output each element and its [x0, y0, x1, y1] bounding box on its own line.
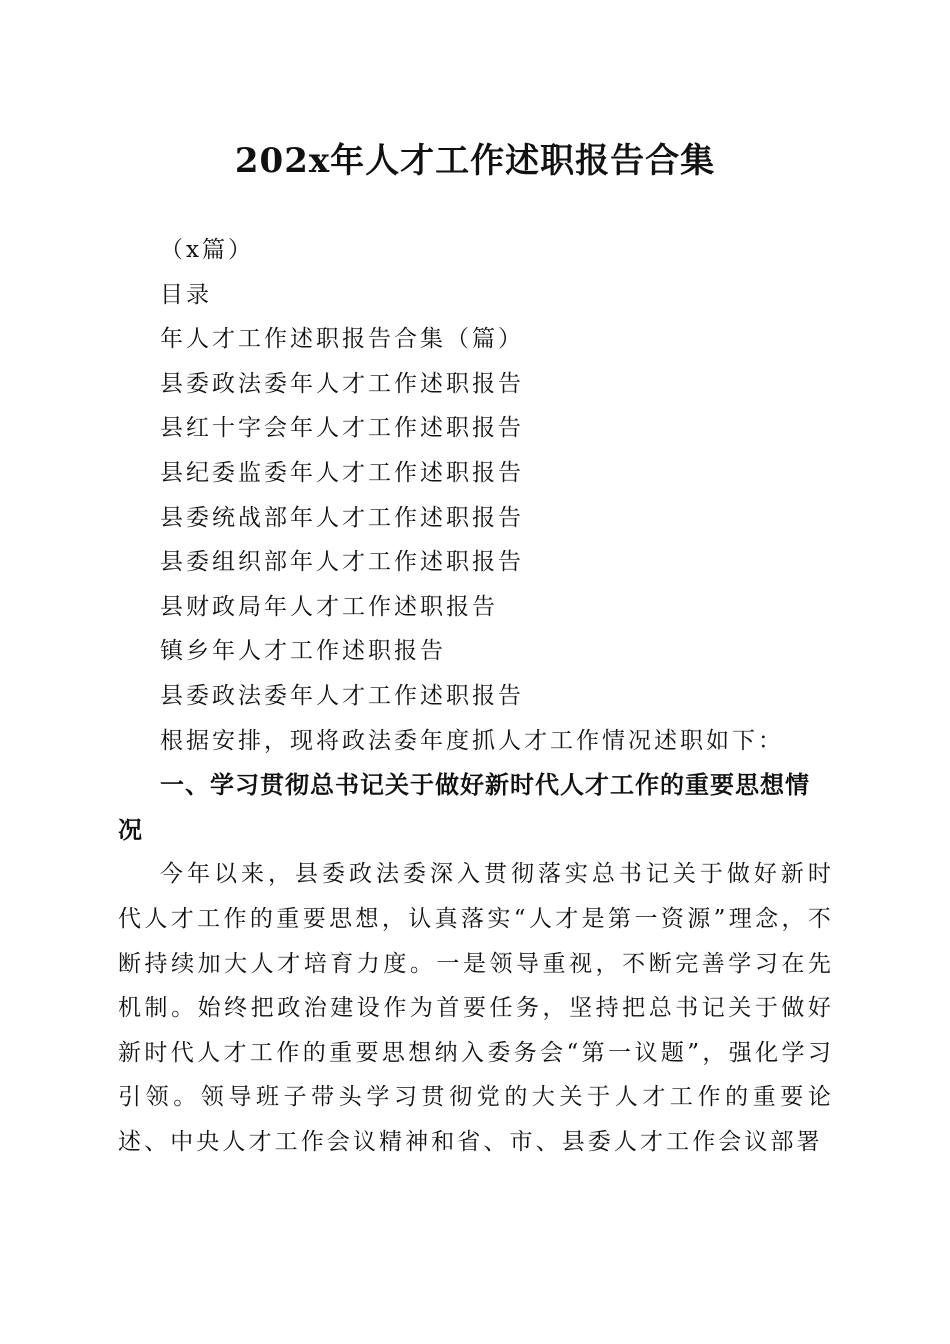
toc-label: 目录: [160, 281, 212, 308]
document-subtitle: （x篇）: [160, 237, 254, 263]
toc-item: 县委政法委年人才工作述职报告: [160, 370, 524, 397]
section-heading: 一、学习贯彻总书记关于做好新时代人才工作的重要思想情况: [118, 771, 810, 844]
toc-item: 年人才工作述职报告合集（篇）: [160, 326, 524, 353]
toc-item: 县委组织部年人才工作述职报告: [160, 549, 524, 576]
body-paragraph: 今年以来，县委政法委深入贯彻落实总书记关于做好新时代人才工作的重要思想，认真落实“人才是第一资源”理念，不断持续加大人才培育力度。一是领导重视，不断完善学习在先机制。始终把政治建设作为首要任务，坚持把总书记关于做好新时代人才工作的重要思想纳入委务会“第一议题”，强化学习引领。领导班子带头学习贯彻党的大关于人才工作的重要论述、中央人才工作会议精神和省、市、县委人才工作会议部署: [118, 861, 834, 1155]
intro-paragraph: 根据安排，现将政法委年度抓人才工作情况述职如下：: [160, 727, 784, 754]
toc-item: 县纪委监委年人才工作述职报告: [160, 459, 524, 486]
document-title: 202x年人才工作述职报告合集: [234, 141, 716, 181]
toc-item: 县红十字会年人才工作述职报告: [160, 415, 524, 442]
toc-item: 镇乡年人才工作述职报告: [160, 638, 446, 665]
section-title: 县委政法委年人才工作述职报告: [160, 682, 524, 709]
toc-item: 县财政局年人才工作述职报告: [160, 593, 498, 620]
toc-item: 县委统战部年人才工作述职报告: [160, 504, 524, 531]
document-body: [118, 228, 834, 1164]
